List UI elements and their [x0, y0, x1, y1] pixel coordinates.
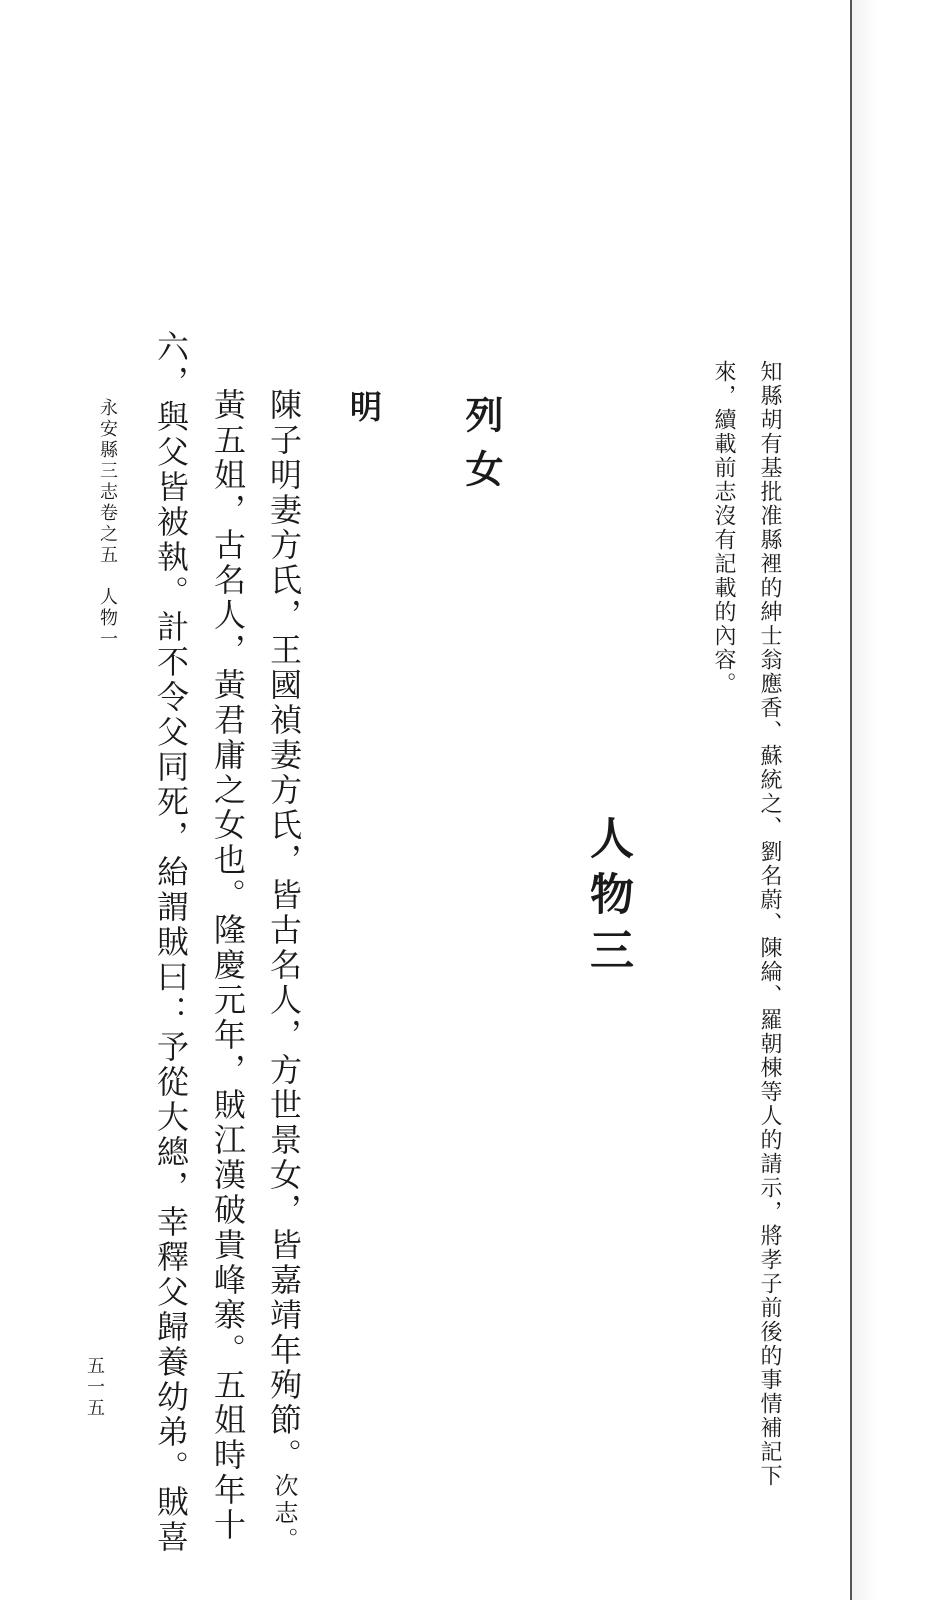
body-column-3: 六，與父皆被執。計不令父同死，紿謂賊曰：予從大總，幸釋父歸養幼弟。賊喜 — [152, 330, 190, 1555]
body-column-2: 黃五姐，古名人，黃君庸之女也。隆慶元年，賊江漢破貴峰寨。五姐時年十 — [209, 388, 247, 1543]
dynasty-heading: 明 — [345, 390, 383, 422]
page-edge-line — [850, 0, 852, 1600]
page-number: 五一五 — [84, 1356, 105, 1419]
body-note-small: 次志。 — [270, 1473, 298, 1554]
page-edge-shadow — [851, 0, 943, 1600]
body-column-1 — [265, 388, 303, 1554]
running-footer: 永安縣三志卷之五 人物一 — [97, 398, 118, 650]
chapter-title: 人物三 — [582, 815, 633, 983]
section-heading: 列女 — [459, 395, 504, 503]
intro-note-column-2: 來，續載前志沒有記載的內容。 — [711, 360, 736, 696]
intro-note-column-1: 知縣胡有基批准縣裡的紳士翁應香、蘇統之、劉名蔚、陳綸、羅朝棟等人的請示，將孝子前後的事情補記下 — [757, 360, 782, 1488]
body-text: 陳子明妻方氏，王國禎妻方氏，皆古名人，方世景女，皆嘉靖年殉節。 — [265, 388, 303, 1473]
